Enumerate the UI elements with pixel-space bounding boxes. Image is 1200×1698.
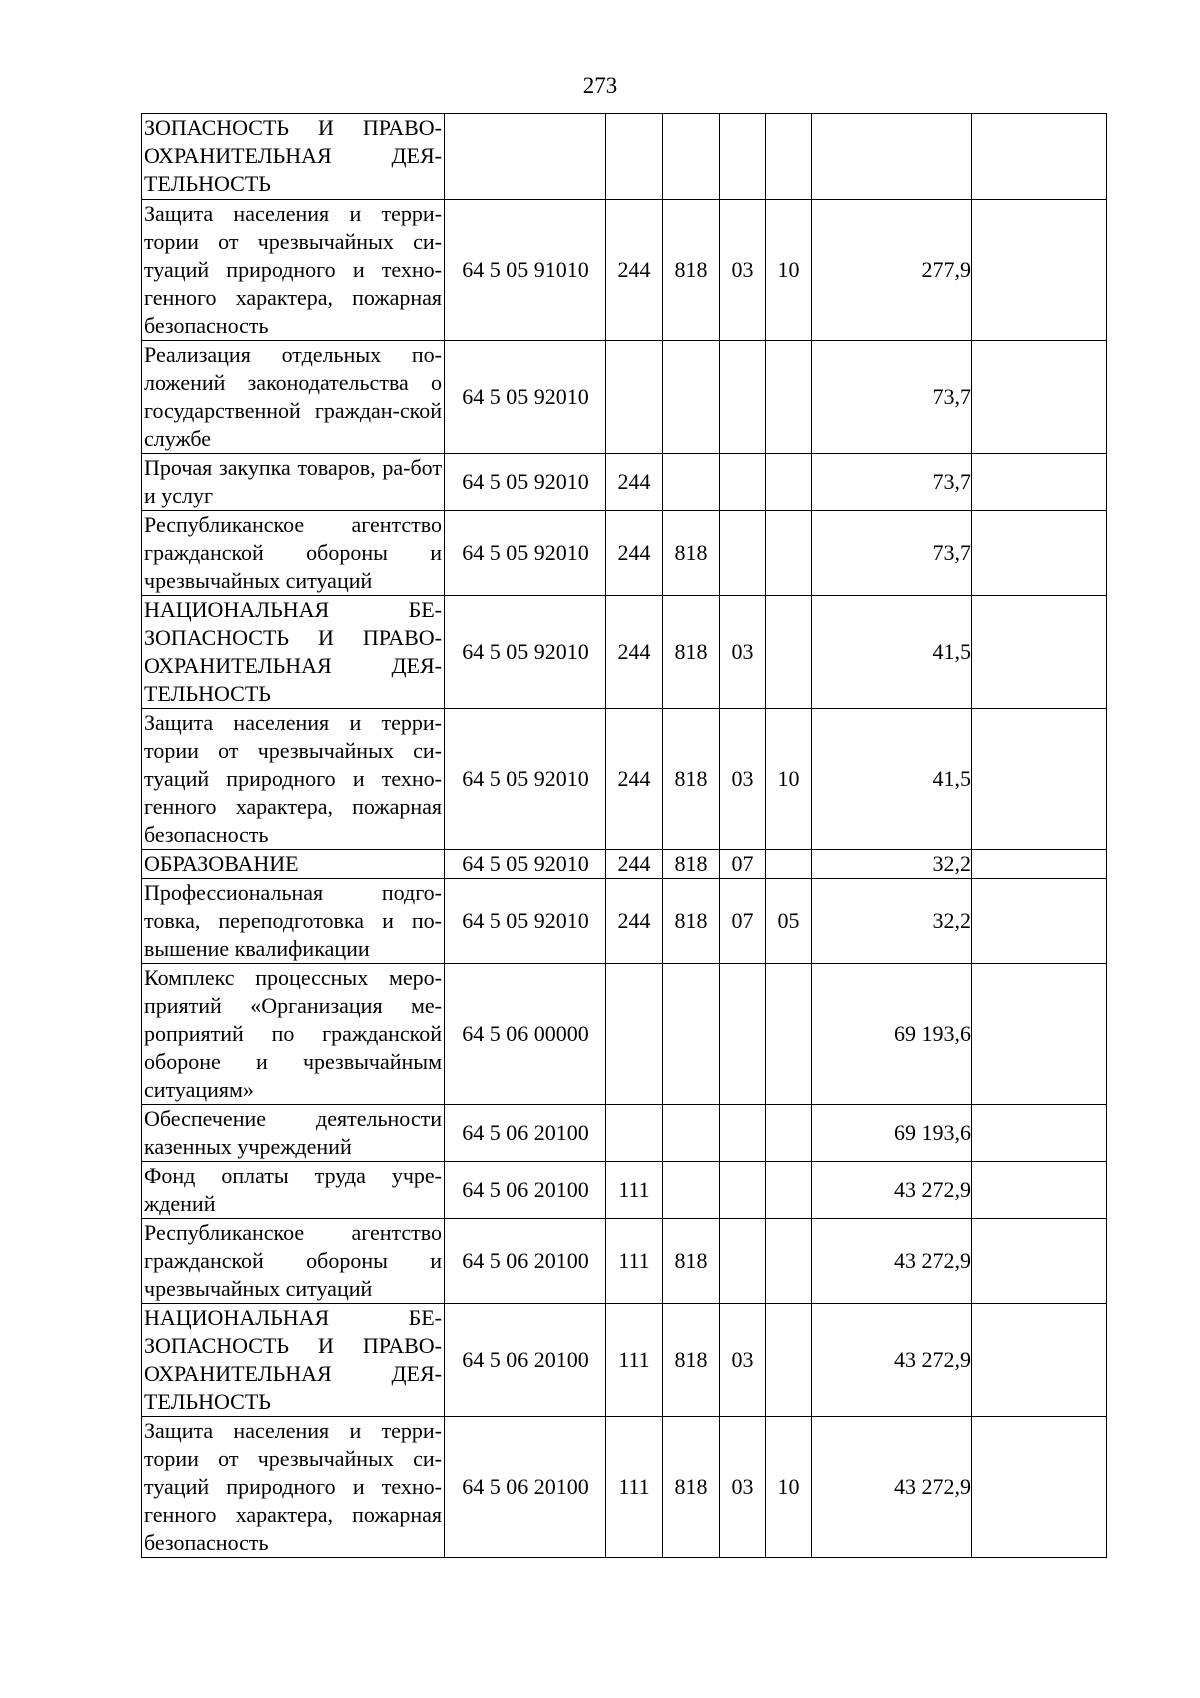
target-article-code-cell: 64 5 06 20100 xyxy=(445,1304,606,1417)
empty-cell xyxy=(972,1417,1107,1558)
amount-cell: 73,7 xyxy=(812,454,972,511)
row-name-cell: ЗОПАСНОСТЬ И ПРАВО-ОХРАНИТЕЛЬНАЯ ДЕЯ-ТЕЛЬНОСТЬ xyxy=(142,114,445,200)
expense-type-code-cell: 244 xyxy=(606,200,663,341)
table-row xyxy=(142,511,1107,596)
empty-cell xyxy=(972,709,1107,850)
administrator-code-cell: 818 xyxy=(663,879,720,964)
target-article-code-cell: 64 5 05 92010 xyxy=(445,511,606,596)
amount-cell: 73,7 xyxy=(812,511,972,596)
empty-cell xyxy=(972,114,1107,200)
empty-cell xyxy=(972,964,1107,1105)
expense-type-code-cell: 244 xyxy=(606,454,663,511)
amount-cell: 277,9 xyxy=(812,200,972,341)
subsection-code-cell: 10 xyxy=(766,709,812,850)
section-code-cell: 03 xyxy=(720,1304,766,1417)
subsection-code-cell xyxy=(766,1162,812,1219)
row-name-cell: Комплекс процессных меро-приятий «Организация ме-роприятий по гражданской обороне и чрезвычайным ситуациям» xyxy=(142,964,445,1105)
subsection-code-cell xyxy=(766,964,812,1105)
section-code-cell xyxy=(720,114,766,200)
table-row xyxy=(142,1219,1107,1304)
section-code-cell xyxy=(720,511,766,596)
expense-type-code-cell: 244 xyxy=(606,511,663,596)
administrator-code-cell: 818 xyxy=(663,1219,720,1304)
section-code-cell: 03 xyxy=(720,1417,766,1558)
expense-type-code-cell xyxy=(606,1105,663,1162)
subsection-code-cell xyxy=(766,596,812,709)
table-row xyxy=(142,454,1107,511)
target-article-code-cell: 64 5 05 92010 xyxy=(445,341,606,454)
target-article-code-cell: 64 5 05 92010 xyxy=(445,596,606,709)
subsection-code-cell: 05 xyxy=(766,879,812,964)
table-body xyxy=(142,114,1107,1558)
empty-cell xyxy=(972,879,1107,964)
section-code-cell: 07 xyxy=(720,850,766,879)
administrator-code-cell: 818 xyxy=(663,1304,720,1417)
target-article-code-cell: 64 5 05 91010 xyxy=(445,200,606,341)
expense-type-code-cell: 244 xyxy=(606,879,663,964)
target-article-code-cell: 64 5 06 20100 xyxy=(445,1162,606,1219)
amount-cell: 32,2 xyxy=(812,879,972,964)
table-row xyxy=(142,596,1107,709)
expense-type-code-cell xyxy=(606,341,663,454)
administrator-code-cell xyxy=(663,114,720,200)
empty-cell xyxy=(972,1105,1107,1162)
administrator-code-cell xyxy=(663,1162,720,1219)
administrator-code-cell xyxy=(663,1105,720,1162)
empty-cell xyxy=(972,454,1107,511)
target-article-code-cell: 64 5 06 20100 xyxy=(445,1417,606,1558)
row-name-cell: ОБРАЗОВАНИЕ xyxy=(142,850,445,879)
row-name-cell: Защита населения и терри-тории от чрезвычайных си-туаций природного и техно-генного характера, пожарная безопасность xyxy=(142,1417,445,1558)
expense-type-code-cell xyxy=(606,964,663,1105)
target-article-code-cell: 64 5 05 92010 xyxy=(445,709,606,850)
amount-cell xyxy=(812,114,972,200)
section-code-cell xyxy=(720,1219,766,1304)
row-name-cell: Прочая закупка товаров, ра-бот и услуг xyxy=(142,454,445,511)
subsection-code-cell: 10 xyxy=(766,1417,812,1558)
empty-cell xyxy=(972,200,1107,341)
expense-type-code-cell: 111 xyxy=(606,1417,663,1558)
section-code-cell: 03 xyxy=(720,596,766,709)
subsection-code-cell xyxy=(766,1105,812,1162)
table-row xyxy=(142,1417,1107,1558)
administrator-code-cell: 818 xyxy=(663,596,720,709)
expense-type-code-cell: 111 xyxy=(606,1162,663,1219)
subsection-code-cell xyxy=(766,341,812,454)
administrator-code-cell: 818 xyxy=(663,1417,720,1558)
subsection-code-cell xyxy=(766,1219,812,1304)
amount-cell: 43 272,9 xyxy=(812,1162,972,1219)
section-code-cell xyxy=(720,964,766,1105)
section-code-cell: 03 xyxy=(720,200,766,341)
budget-table xyxy=(141,113,1107,1558)
amount-cell: 43 272,9 xyxy=(812,1304,972,1417)
amount-cell: 43 272,9 xyxy=(812,1417,972,1558)
amount-cell: 73,7 xyxy=(812,341,972,454)
target-article-code-cell: 64 5 05 92010 xyxy=(445,879,606,964)
administrator-code-cell xyxy=(663,964,720,1105)
empty-cell xyxy=(972,1162,1107,1219)
administrator-code-cell: 818 xyxy=(663,850,720,879)
target-article-code-cell: 64 5 05 92010 xyxy=(445,850,606,879)
subsection-code-cell xyxy=(766,850,812,879)
section-code-cell xyxy=(720,341,766,454)
amount-cell: 69 193,6 xyxy=(812,964,972,1105)
table-row xyxy=(142,1304,1107,1417)
table-row xyxy=(142,850,1107,879)
expense-type-code-cell: 111 xyxy=(606,1304,663,1417)
expense-type-code-cell: 111 xyxy=(606,1219,663,1304)
subsection-code-cell xyxy=(766,511,812,596)
empty-cell xyxy=(972,341,1107,454)
row-name-cell: Фонд оплаты труда учре-ждений xyxy=(142,1162,445,1219)
section-code-cell xyxy=(720,1105,766,1162)
administrator-code-cell: 818 xyxy=(663,511,720,596)
section-code-cell: 03 xyxy=(720,709,766,850)
table-row xyxy=(142,1105,1107,1162)
subsection-code-cell xyxy=(766,114,812,200)
empty-cell xyxy=(972,1219,1107,1304)
subsection-code-cell xyxy=(766,1304,812,1417)
row-name-cell: Защита населения и терри-тории от чрезвычайных си-туаций природного и техно-генного характера, пожарная безопасность xyxy=(142,200,445,341)
table-row xyxy=(142,709,1107,850)
row-name-cell: Профессиональная подго-товка, переподготовка и по-вышение квалификации xyxy=(142,879,445,964)
page-number: 273 xyxy=(582,73,618,98)
row-name-cell: НАЦИОНАЛЬНАЯ БЕ-ЗОПАСНОСТЬ И ПРАВО-ОХРАНИТЕЛЬНАЯ ДЕЯ-ТЕЛЬНОСТЬ xyxy=(142,1304,445,1417)
row-name-cell: Обеспечение деятельности казенных учреждений xyxy=(142,1105,445,1162)
expense-type-code-cell: 244 xyxy=(606,709,663,850)
table-row xyxy=(142,114,1107,200)
row-name-cell: Защита населения и терри-тории от чрезвычайных си-туаций природного и техно-генного характера, пожарная безопасность xyxy=(142,709,445,850)
empty-cell xyxy=(972,596,1107,709)
section-code-cell xyxy=(720,1162,766,1219)
expense-type-code-cell: 244 xyxy=(606,850,663,879)
row-name-cell: Республиканское агентство гражданской обороны и чрезвычайных ситуаций xyxy=(142,511,445,596)
amount-cell: 69 193,6 xyxy=(812,1105,972,1162)
section-code-cell: 07 xyxy=(720,879,766,964)
subsection-code-cell: 10 xyxy=(766,200,812,341)
amount-cell: 41,5 xyxy=(812,596,972,709)
target-article-code-cell: 64 5 06 00000 xyxy=(445,964,606,1105)
section-code-cell xyxy=(720,454,766,511)
row-name-cell: Республиканское агентство гражданской обороны и чрезвычайных ситуаций xyxy=(142,1219,445,1304)
table-row xyxy=(142,1162,1107,1219)
table-row xyxy=(142,200,1107,341)
target-article-code-cell: 64 5 06 20100 xyxy=(445,1219,606,1304)
subsection-code-cell xyxy=(766,454,812,511)
table-row xyxy=(142,964,1107,1105)
empty-cell xyxy=(972,511,1107,596)
expense-type-code-cell: 244 xyxy=(606,596,663,709)
empty-cell xyxy=(972,1304,1107,1417)
row-name-cell: НАЦИОНАЛЬНАЯ БЕ-ЗОПАСНОСТЬ И ПРАВО-ОХРАНИТЕЛЬНАЯ ДЕЯ-ТЕЛЬНОСТЬ xyxy=(142,596,445,709)
target-article-code-cell: 64 5 05 92010 xyxy=(445,454,606,511)
table-row xyxy=(142,341,1107,454)
expense-type-code-cell xyxy=(606,114,663,200)
table-row xyxy=(142,879,1107,964)
empty-cell xyxy=(972,850,1107,879)
amount-cell: 41,5 xyxy=(812,709,972,850)
administrator-code-cell xyxy=(663,454,720,511)
target-article-code-cell: 64 5 06 20100 xyxy=(445,1105,606,1162)
amount-cell: 32,2 xyxy=(812,850,972,879)
row-name-cell: Реализация отдельных по-ложений законодательства о государственной граждан-ской службе xyxy=(142,341,445,454)
administrator-code-cell: 818 xyxy=(663,709,720,850)
amount-cell: 43 272,9 xyxy=(812,1219,972,1304)
target-article-code-cell xyxy=(445,114,606,200)
administrator-code-cell xyxy=(663,341,720,454)
administrator-code-cell: 818 xyxy=(663,200,720,341)
